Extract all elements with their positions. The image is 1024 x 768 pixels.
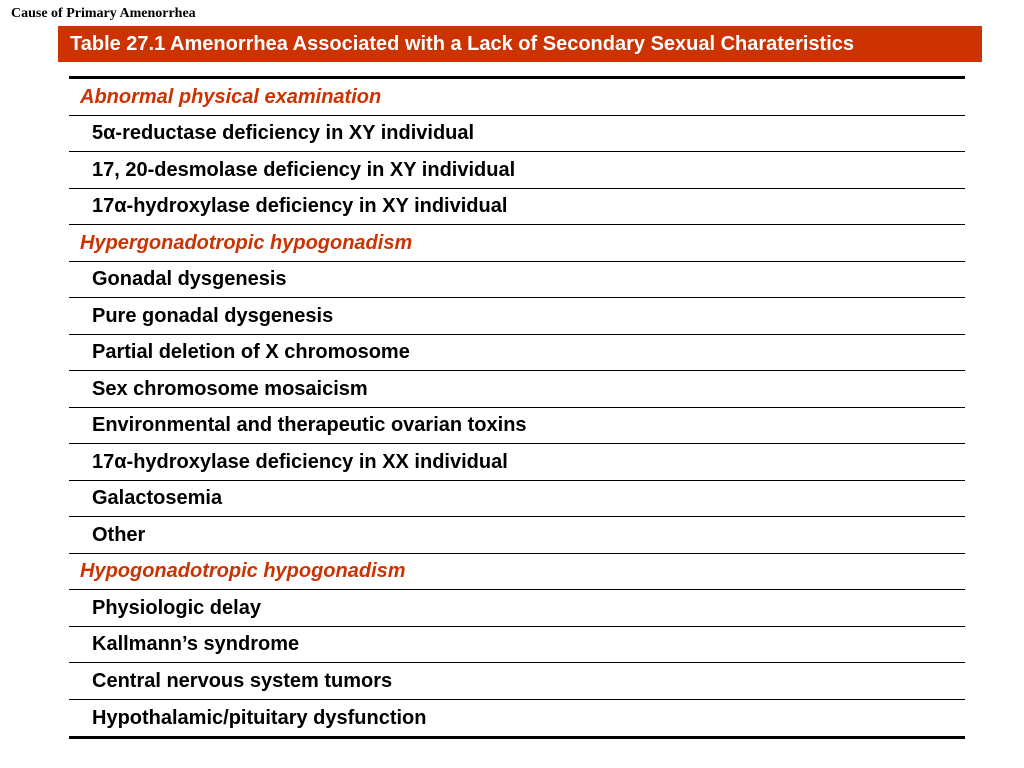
table-row: Other	[69, 517, 965, 554]
table-category-heading: Hypergonadotropic hypogonadism	[69, 225, 965, 262]
table-row: 5α-reductase deficiency in XY individual	[69, 116, 965, 153]
table-title-banner	[58, 26, 982, 62]
table-category-heading: Hypogonadotropic hypogonadism	[69, 554, 965, 591]
table-row: Gonadal dysgenesis	[69, 262, 965, 299]
table-row: Physiologic delay	[69, 590, 965, 627]
table-row: Kallmann’s syndrome	[69, 627, 965, 664]
table-category-heading: Abnormal physical examination	[69, 79, 965, 116]
amenorrhea-causes-table	[69, 76, 965, 739]
table-row: Pure gonadal dysgenesis	[69, 298, 965, 335]
table-row: Sex chromosome mosaicism	[69, 371, 965, 408]
table-row: Partial deletion of X chromosome	[69, 335, 965, 372]
table-row: 17, 20-desmolase deficiency in XY individual	[69, 152, 965, 189]
table-row: Galactosemia	[69, 481, 965, 518]
slide-header-label: Cause of Primary Amenorrhea	[11, 6, 196, 21]
table-row: Hypothalamic/pituitary dysfunction	[92, 706, 427, 729]
table-row: Environmental and therapeutic ovarian toxins	[69, 408, 965, 445]
table-title: Table 27.1 Amenorrhea Associated with a Lack of Secondary Sexual Charateristics	[70, 33, 855, 55]
table-row: 17α-hydroxylase deficiency in XY individual	[69, 189, 965, 226]
table-row: Central nervous system tumors	[69, 663, 965, 700]
table-row: 17α-hydroxylase deficiency in XX individual	[69, 444, 965, 481]
